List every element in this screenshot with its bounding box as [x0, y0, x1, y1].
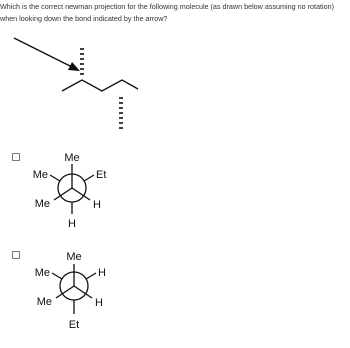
carbon-chain [62, 80, 138, 91]
back-upper-left-label: Me [32, 169, 48, 181]
hashed-bond-down [119, 98, 123, 128]
newman-projection-option-2 [22, 246, 142, 348]
back-upper-right-label: H [98, 267, 106, 279]
molecule-structure [0, 30, 350, 140]
front-top-label: Me [66, 251, 82, 263]
option-2-checkbox[interactable] [12, 251, 20, 259]
front-lower-left-label: Me [36, 296, 52, 308]
arrow-icon [14, 38, 80, 71]
back-upper-right-label: Et [96, 169, 107, 181]
back-bottom-label: H [68, 218, 76, 230]
question-text: Which is the correct newman projection for the following molecule (as drawn below assuming no rotation) when looking down the bond indicated by the arrow? [0, 2, 334, 23]
hashed-bond-up [80, 49, 84, 74]
newman-projection-option-1 [20, 148, 140, 240]
front-lower-right-label: H [93, 199, 101, 211]
back-upper-left-label: Me [34, 267, 50, 279]
option-1-checkbox[interactable] [12, 153, 20, 161]
front-lower-right-label: H [95, 297, 103, 309]
front-top-label: Me [64, 152, 80, 164]
back-bottom-label: Et [68, 319, 80, 331]
front-lower-left-label: Me [34, 198, 50, 210]
